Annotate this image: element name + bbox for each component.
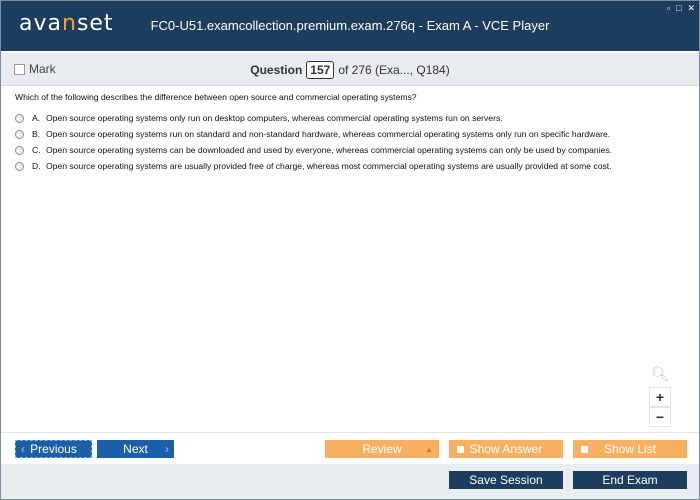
- window-title: FC0-U51.examcollection.premium.exam.276q - Exam A - VCE Player: [150, 18, 550, 33]
- show-answer-label: Show Answer: [469, 442, 543, 456]
- option-text: Open source operating systems run on standard and non-standard hardware, whereas commercial operating systems only run on specific hardware.: [46, 129, 611, 139]
- option-d[interactable]: [15, 158, 685, 174]
- zoom-in-button[interactable]: +: [649, 387, 671, 407]
- zoom-out-button[interactable]: −: [649, 407, 671, 427]
- question-label: Question: [250, 63, 303, 77]
- option-text: Open source operating systems only run on desktop computers, whereas commercial operating systems run on servers.: [46, 113, 503, 123]
- chevron-right-icon: ›: [165, 442, 169, 456]
- maximize-icon[interactable]: □: [676, 3, 682, 13]
- chevron-left-icon: ‹: [21, 442, 25, 456]
- option-letter: A.: [32, 113, 41, 123]
- radio-icon[interactable]: [15, 114, 24, 123]
- show-list-button[interactable]: [573, 440, 687, 458]
- minimize-icon[interactable]: ▫: [666, 3, 671, 13]
- question-header: [1, 53, 699, 86]
- previous-label: Previous: [30, 442, 77, 456]
- show-list-label: Show List: [603, 442, 657, 456]
- question-text: Which of the following describes the difference between open source and commercial operating systems?: [15, 92, 417, 102]
- avanset-logo: avanset: [19, 11, 114, 36]
- save-session-button[interactable]: Save Session: [449, 471, 563, 489]
- option-b[interactable]: [15, 126, 685, 142]
- window-controls: [667, 3, 695, 13]
- option-a[interactable]: [15, 110, 685, 126]
- option-letter: D.: [32, 161, 41, 171]
- navigation-bar: [1, 432, 699, 465]
- end-exam-button[interactable]: End Exam: [573, 471, 687, 489]
- footer-bar: [1, 464, 699, 499]
- show-answer-button[interactable]: [449, 440, 563, 458]
- radio-icon[interactable]: [15, 130, 24, 139]
- option-letter: C.: [32, 145, 41, 155]
- question-suffix: of 276 (Exa..., Q184): [338, 63, 450, 77]
- option-text: Open source operating systems are usually provided free of charge, whereas most commercial operating systems are usually provided at some cost.: [46, 161, 612, 171]
- triangle-up-icon: ▲: [425, 444, 433, 454]
- next-button[interactable]: [97, 440, 174, 458]
- question-content: [15, 92, 685, 174]
- checkbox-icon: [581, 446, 588, 453]
- magnifier-icon: 🔍︎: [650, 366, 670, 383]
- question-number-field[interactable]: 157: [306, 61, 334, 79]
- option-c[interactable]: [15, 142, 685, 158]
- mark-label: Mark: [29, 62, 56, 76]
- radio-icon[interactable]: [15, 162, 24, 171]
- question-counter: [1, 61, 699, 79]
- close-icon[interactable]: ✕: [687, 3, 695, 13]
- next-label: Next: [123, 442, 148, 456]
- option-letter: B.: [32, 129, 41, 139]
- previous-button[interactable]: [15, 440, 92, 458]
- title-bar: [1, 1, 699, 51]
- checkbox-icon: [457, 446, 464, 453]
- review-button[interactable]: [325, 440, 439, 458]
- option-text: Open source operating systems can be downloaded and used by everyone, whereas commercial operating systems can only be used by companies.: [46, 145, 613, 155]
- review-label: Review: [362, 442, 402, 456]
- zoom-controls: [649, 365, 671, 427]
- radio-icon[interactable]: [15, 146, 24, 155]
